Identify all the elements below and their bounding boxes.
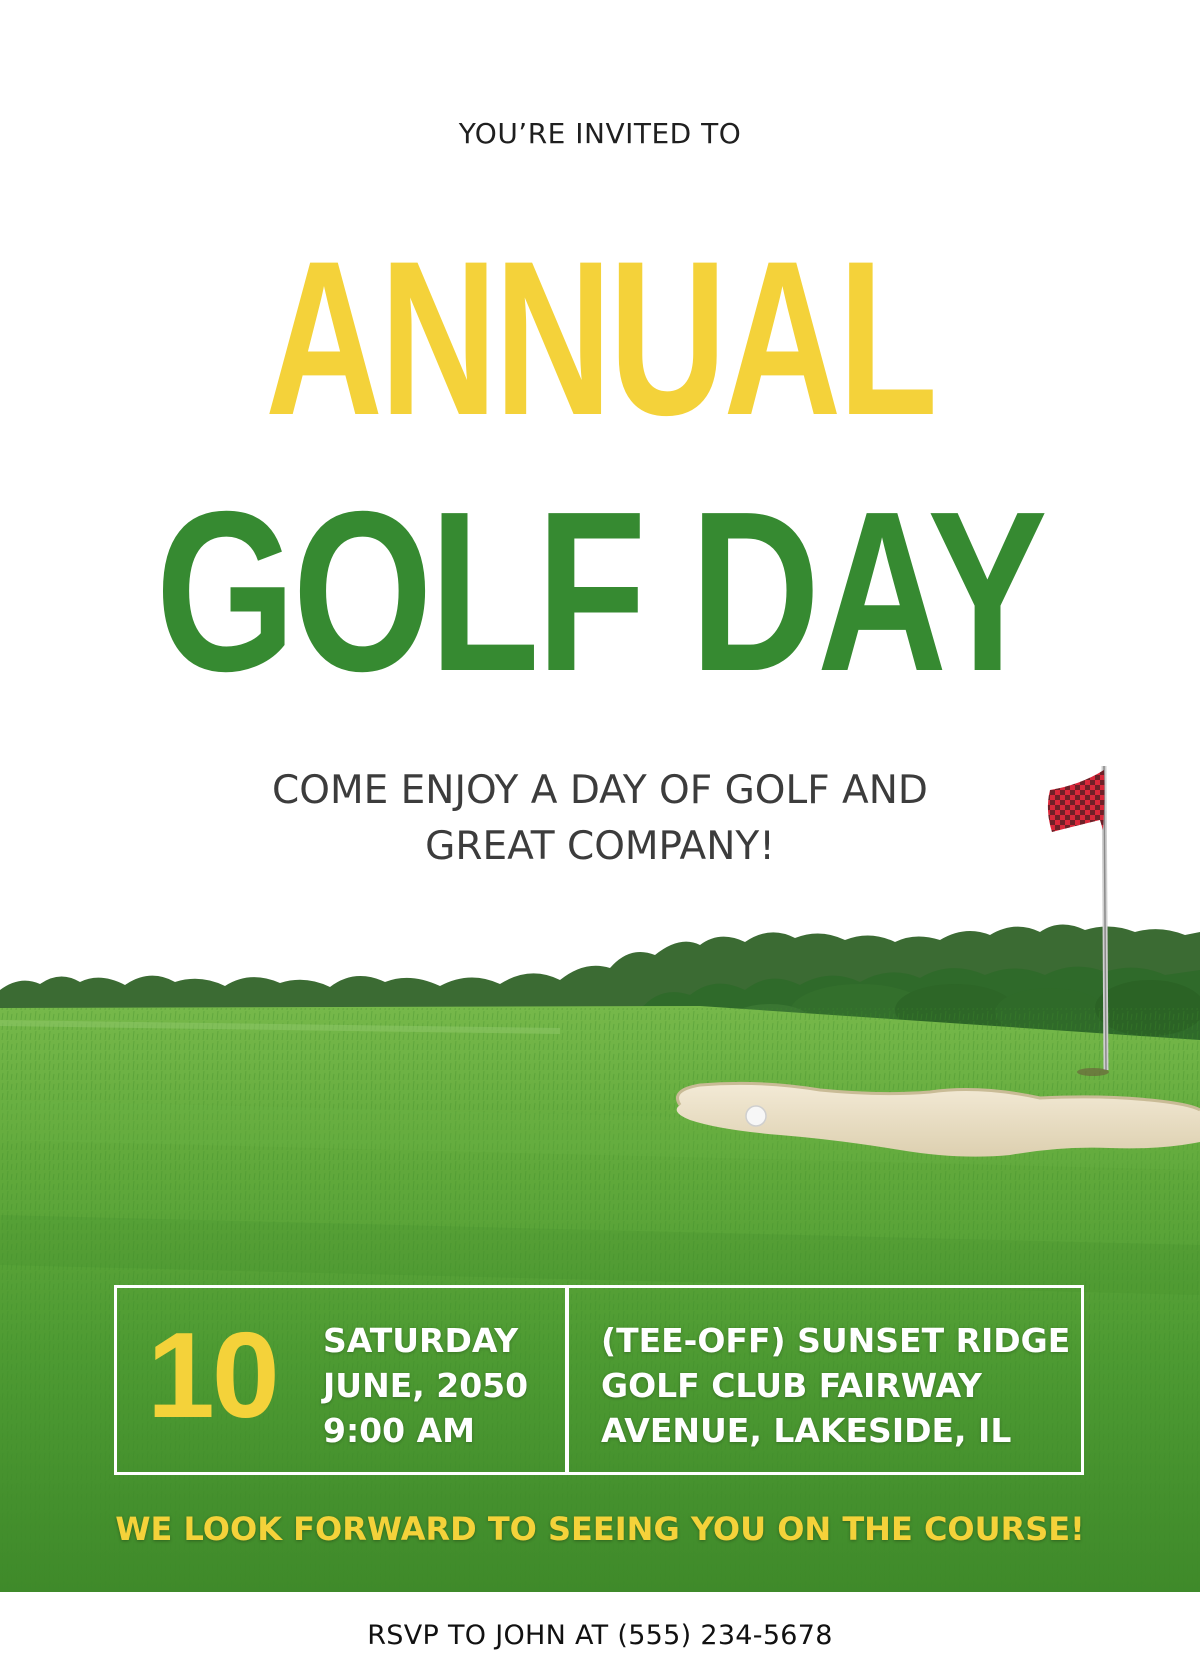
date-time-block (323, 1318, 553, 1453)
day-number: 10 (147, 1307, 277, 1443)
tagline-line-2: GREAT COMPANY! (425, 824, 775, 869)
tagline-line-1: COME ENJOY A DAY OF GOLF AND (272, 768, 928, 813)
venue-block (601, 1318, 1081, 1453)
closing-message: WE LOOK FORWARD TO SEEING YOU ON THE COURSE! (115, 1510, 1085, 1548)
venue-line-3: AVENUE, LAKESIDE, IL (601, 1411, 1012, 1450)
weekday: SATURDAY (323, 1321, 519, 1360)
event-details-box (114, 1285, 1084, 1475)
month-year: JUNE, 2050 (323, 1366, 529, 1405)
invite-intro: YOU’RE INVITED TO (458, 117, 742, 150)
rsvp-contact: RSVP TO JOHN AT (555) 234-5678 (367, 1620, 833, 1651)
details-divider (565, 1288, 569, 1472)
venue-line-2: GOLF CLUB FAIRWAY (601, 1366, 982, 1405)
start-time: 9:00 AM (323, 1411, 475, 1450)
title-golf-day: GOLF DAY (155, 465, 1045, 719)
title-annual: ANNUAL (265, 215, 935, 461)
tagline (200, 763, 1000, 875)
venue-line-1: (TEE-OFF) SUNSET RIDGE (601, 1321, 1071, 1360)
